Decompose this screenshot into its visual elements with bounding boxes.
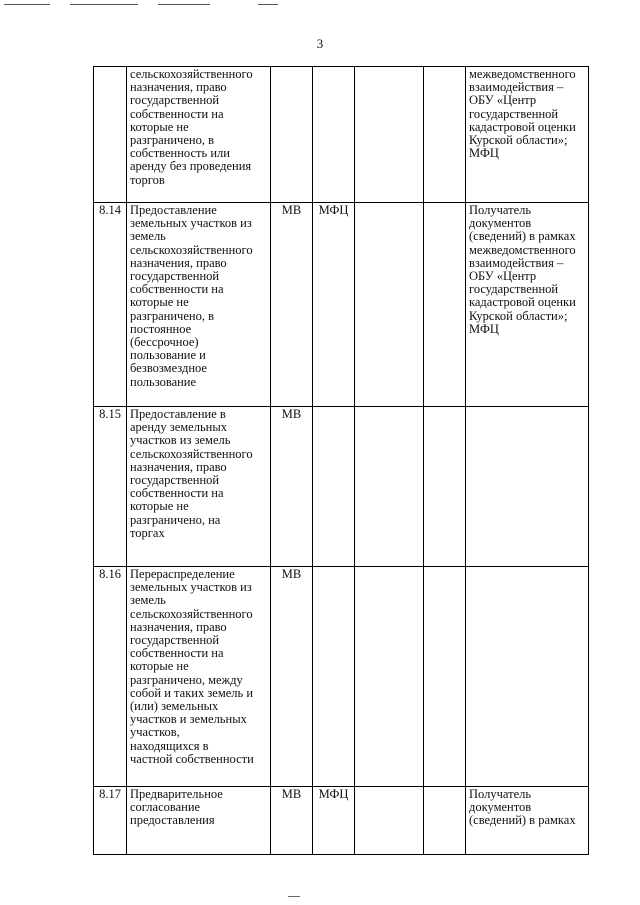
text-line: государственной xyxy=(130,633,220,648)
text-line: Предоставление в xyxy=(130,407,226,421)
table-row xyxy=(94,203,589,407)
text-line: (сведений) в рамках xyxy=(469,813,576,828)
text-line: назначения, право xyxy=(130,459,227,474)
row-number: 8.16 xyxy=(94,567,127,787)
text-line: которые не xyxy=(130,659,189,674)
text-line: пользование и xyxy=(130,348,206,363)
scan-artifact-line xyxy=(258,4,278,5)
text-line: ОБУ «Центр xyxy=(469,269,537,284)
text-line: частной собственности xyxy=(130,751,254,766)
text-line: документов xyxy=(469,800,532,815)
text-line: взаимодействия – xyxy=(469,80,564,95)
text-line: Предварительное xyxy=(130,787,223,801)
text-line: которые не xyxy=(130,295,189,310)
empty-cell xyxy=(355,407,424,567)
empty-cell xyxy=(355,787,424,855)
text-line: (сведений) в рамках xyxy=(469,229,576,244)
interaction-type-cell: МВ xyxy=(271,567,313,787)
scan-artifact-line xyxy=(158,4,210,5)
text-line: аренду земельных xyxy=(130,420,227,435)
text-line: разграничено, между xyxy=(130,672,243,687)
text-line: государственной xyxy=(130,269,220,284)
text-line: назначения, право xyxy=(130,619,227,634)
text-line: Получатель xyxy=(469,787,532,801)
text-line: государственной xyxy=(469,282,559,297)
text-line: собственность или xyxy=(130,146,230,161)
text-line: сельскохозяйственного xyxy=(130,446,253,461)
text-line: ОБУ «Центр xyxy=(469,93,537,108)
text-line: земель xyxy=(130,229,166,244)
text-line: (бессрочное) xyxy=(130,335,199,350)
recipient-description xyxy=(466,203,589,407)
text-line: кадастровой оценки xyxy=(469,119,576,134)
scan-artifact-line xyxy=(70,4,138,5)
text-line: участков из земель xyxy=(130,433,231,448)
table-row xyxy=(94,567,589,787)
text-line: земельных участков из xyxy=(130,216,252,231)
text-line: межведомственного xyxy=(469,242,576,257)
table-row xyxy=(94,407,589,567)
text-line: постоянное xyxy=(130,321,192,336)
text-line: кадастровой оценки xyxy=(469,295,576,310)
text-line: безвозмездное xyxy=(130,361,207,376)
text-line: взаимодействия – xyxy=(469,255,564,270)
recipient-description xyxy=(466,567,589,787)
text-line: земельных участков из xyxy=(130,580,252,595)
text-line: сельскохозяйственного xyxy=(130,67,253,81)
text-line: торгов xyxy=(130,172,165,187)
text-line: сельскохозяйственного xyxy=(130,606,253,621)
text-line: документов xyxy=(469,216,532,231)
interaction-type-cell: МВ xyxy=(271,407,313,567)
interaction-type-cell: МВ xyxy=(271,787,313,855)
empty-cell xyxy=(424,407,466,567)
service-description xyxy=(127,203,271,407)
text-line: земель xyxy=(130,593,166,608)
empty-cell xyxy=(424,203,466,407)
text-line: Перераспределение xyxy=(130,567,235,581)
text-line: разграничено, в xyxy=(130,308,214,323)
text-line: пользование xyxy=(130,374,197,389)
table-row xyxy=(94,67,589,203)
text-line: сельскохозяйственного xyxy=(130,242,253,257)
services-table xyxy=(93,66,589,855)
text-line: государственной xyxy=(469,106,559,121)
text-line: разграничено, на xyxy=(130,512,221,527)
text-line: находящихся в xyxy=(130,738,209,753)
text-line: Получатель xyxy=(469,203,532,217)
empty-cell xyxy=(424,567,466,787)
empty-cell xyxy=(424,67,466,203)
text-line: собственности на xyxy=(130,646,224,661)
text-line: аренду без проведения xyxy=(130,159,252,174)
empty-cell xyxy=(355,567,424,787)
text-line: собственности на xyxy=(130,486,224,501)
mfc-cell xyxy=(313,567,355,787)
service-description xyxy=(127,787,271,855)
scan-artifact-line xyxy=(4,4,50,5)
interaction-type-cell: МВ xyxy=(271,203,313,407)
text-line: собой и таких земель и xyxy=(130,685,254,700)
text-line: Предоставление xyxy=(130,203,217,217)
recipient-description xyxy=(466,787,589,855)
text-line: государственной xyxy=(130,93,220,108)
text-line: разграничено, в xyxy=(130,133,214,148)
service-description xyxy=(127,67,271,203)
text-line: участков и земельных xyxy=(130,712,247,727)
text-line: государственной xyxy=(130,473,220,488)
text-line: назначения, право xyxy=(130,255,227,270)
text-line: межведомственного xyxy=(469,67,576,81)
text-line: Курской области»; xyxy=(469,133,568,148)
interaction-type-cell xyxy=(271,67,313,203)
row-number xyxy=(94,67,127,203)
text-line: которые не xyxy=(130,119,189,134)
mfc-cell: МФЦ xyxy=(313,787,355,855)
text-line: назначения, право xyxy=(130,80,227,95)
text-line: Курской области»; xyxy=(469,308,568,323)
text-line: торгах xyxy=(130,525,165,540)
page-number: 3 xyxy=(316,36,324,51)
service-description xyxy=(127,407,271,567)
text-line: МФЦ xyxy=(469,321,499,336)
scan-artifact-mark xyxy=(288,896,300,897)
text-line: собственности на xyxy=(130,282,224,297)
empty-cell xyxy=(355,203,424,407)
text-line: (или) земельных xyxy=(130,699,219,714)
text-line: предоставления xyxy=(130,813,215,828)
mfc-cell: МФЦ xyxy=(313,203,355,407)
row-number: 8.17 xyxy=(94,787,127,855)
text-line: которые не xyxy=(130,499,189,514)
text-line: МФЦ xyxy=(469,146,499,161)
table-row xyxy=(94,787,589,855)
text-line: согласование xyxy=(130,800,201,815)
row-number: 8.15 xyxy=(94,407,127,567)
empty-cell xyxy=(424,787,466,855)
mfc-cell xyxy=(313,67,355,203)
text-line: собственности на xyxy=(130,106,224,121)
service-description xyxy=(127,567,271,787)
text-line: участков, xyxy=(130,725,180,740)
mfc-cell xyxy=(313,407,355,567)
recipient-description xyxy=(466,67,589,203)
row-number: 8.14 xyxy=(94,203,127,407)
recipient-description xyxy=(466,407,589,567)
empty-cell xyxy=(355,67,424,203)
